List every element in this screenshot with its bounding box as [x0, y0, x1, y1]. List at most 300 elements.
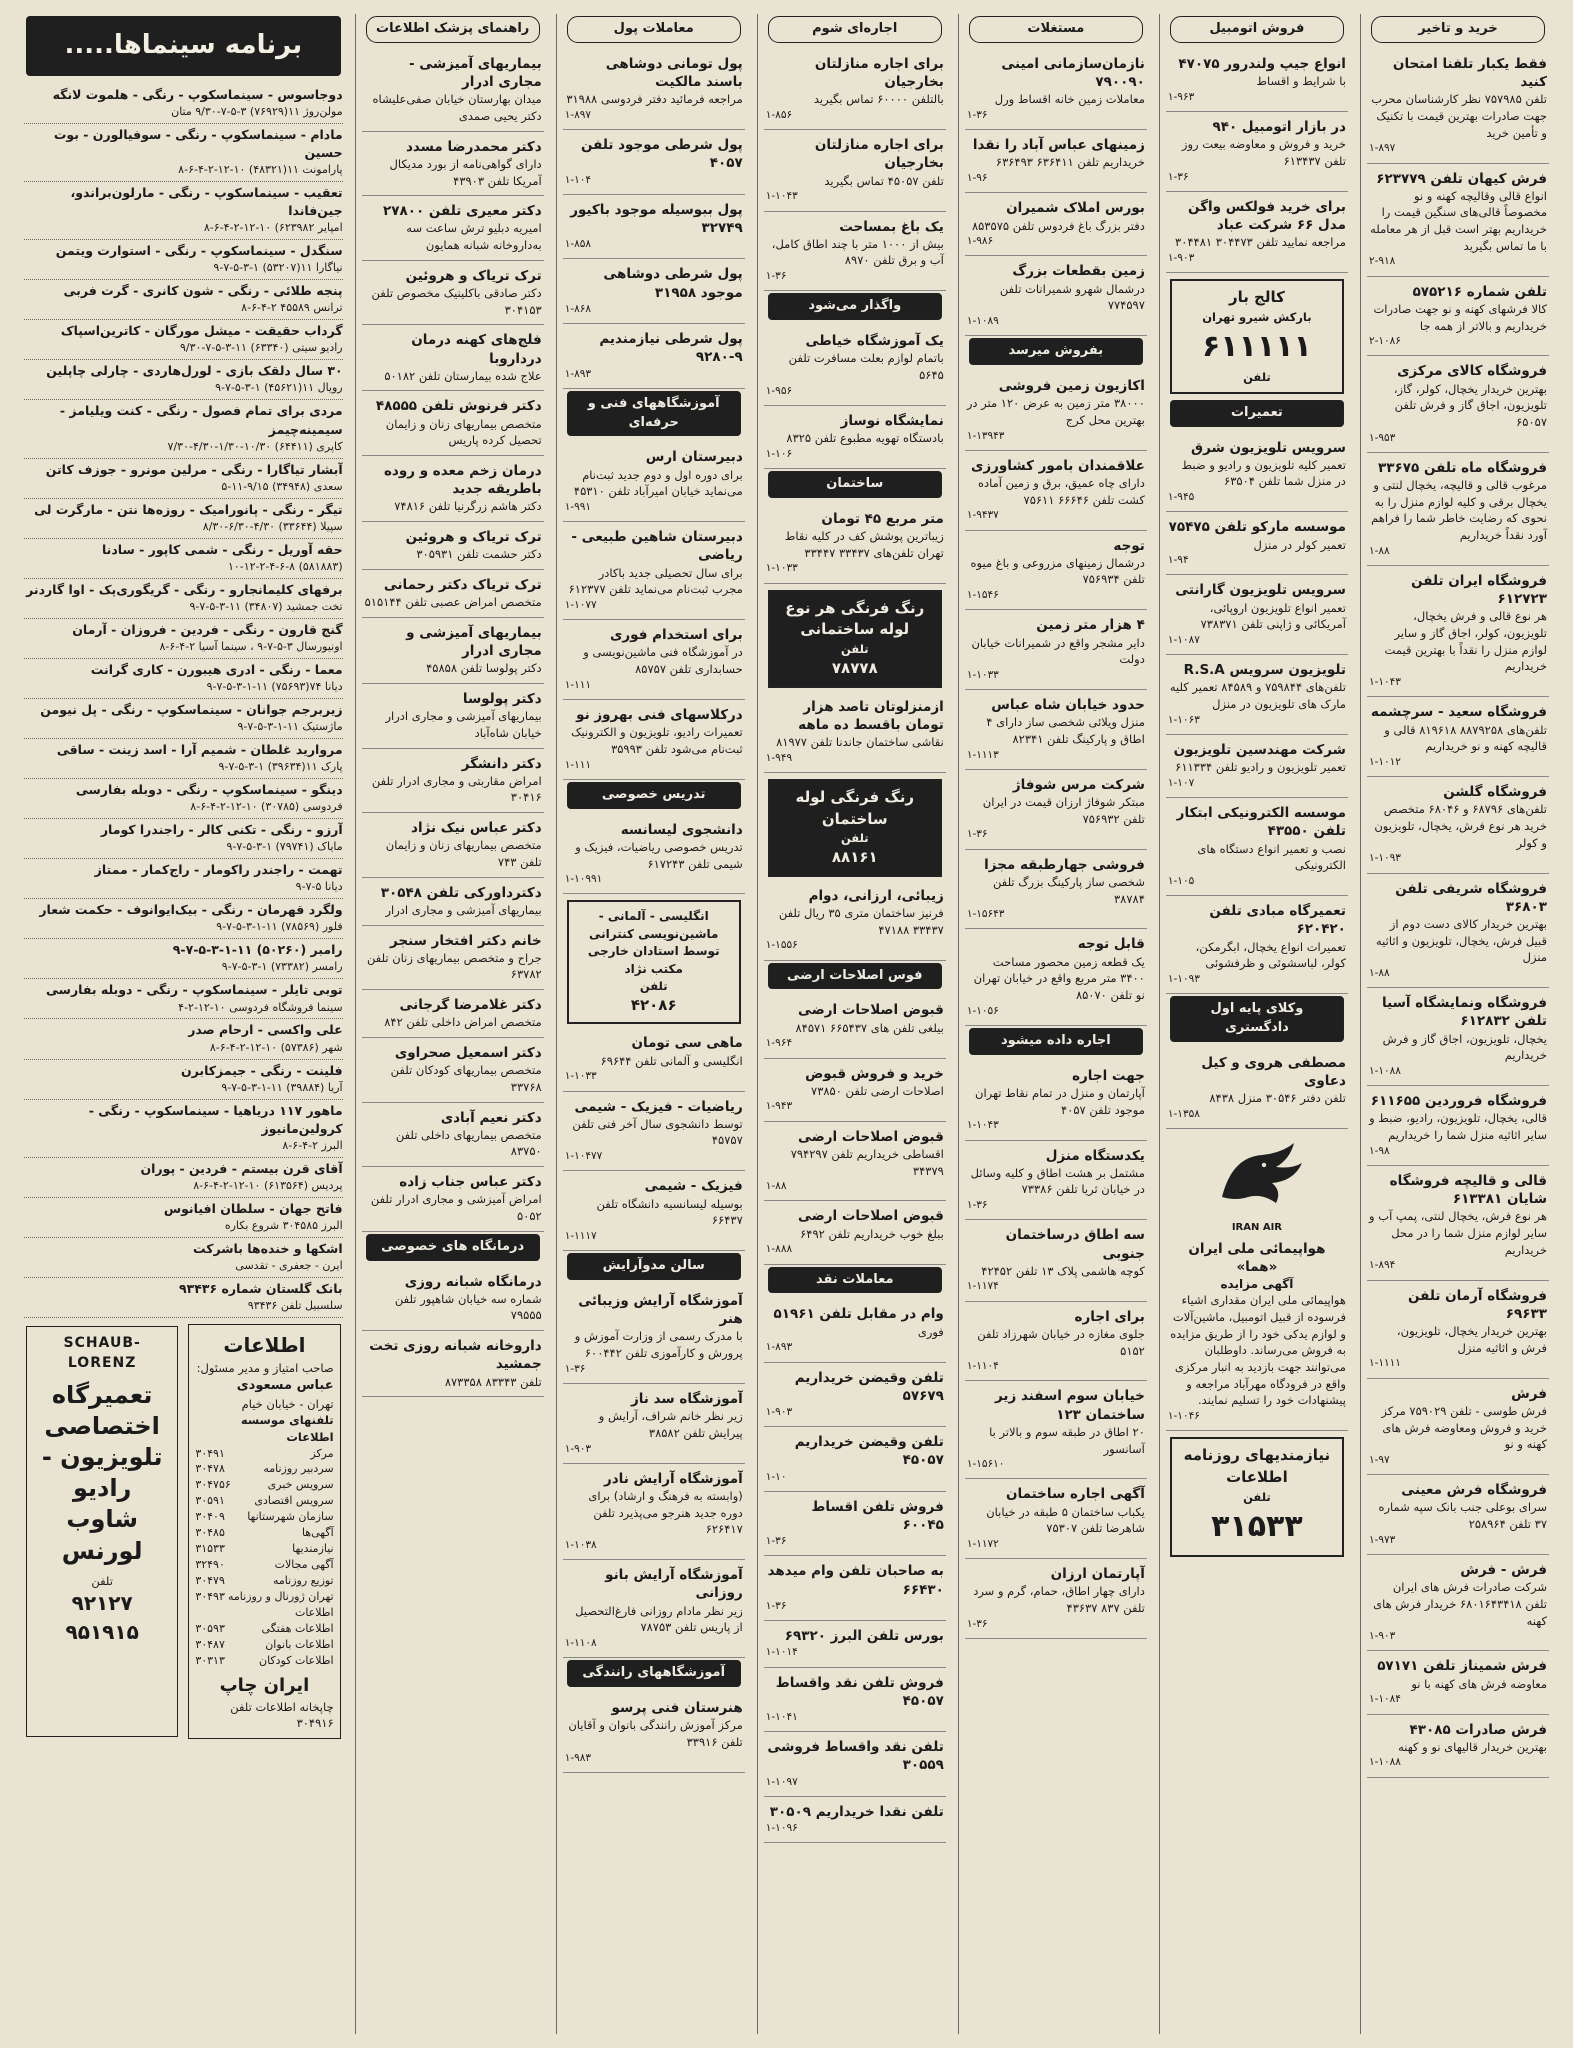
film-listing	[24, 360, 343, 400]
film-title: فلینت - رنگی - جیمزکابرن	[180, 1062, 343, 1078]
ads-list	[1166, 435, 1348, 995]
ad-code: ۱-۹۹۱	[564, 501, 592, 514]
ad-code: ۱-۳۶	[765, 1535, 787, 1548]
ads-list	[563, 1030, 745, 1251]
film-listing	[24, 979, 343, 1019]
film-title: تعقیب - سینماسکوپ - رنگی - مارلون‌براندو، جین‌فاندا	[70, 184, 343, 219]
ad-body: تلفن ۸۳۳۴۳ ۸۷۳۳۵۸	[444, 1374, 542, 1389]
ad-title: درمانگاه شبانه روزی	[404, 1273, 542, 1290]
ad-code: ۱-۱۳۹۴۳	[966, 429, 1005, 442]
section-header-building: ساختمان	[768, 471, 942, 498]
ad-code: ۱-۱۰۸۷	[1167, 633, 1200, 646]
iran-air-auction-ad	[1166, 1236, 1348, 1432]
ad-title: اکازیون زمین فروشی	[998, 378, 1145, 395]
ad-code: ۱-۹۶	[966, 172, 988, 185]
ad-body: متخصص امراض عصبی تلفن ۵۱۵۱۴۴	[364, 595, 542, 610]
section-header-car-sales: فروش اتومبیل	[1170, 16, 1344, 43]
homa-bird-icon	[1202, 1137, 1312, 1217]
ad-body: دکتر حشمت تلفن ۳۰۵۹۳۱	[416, 547, 542, 562]
classified-ad	[1367, 279, 1549, 357]
classified-ad	[1166, 1050, 1348, 1129]
classified-ad	[764, 694, 946, 773]
ad-body: کالا فرشهای کهنه و نو جهت صادرات خریداریم و بالاتر از همه جا	[1373, 301, 1547, 333]
classified-ad	[1367, 779, 1549, 873]
ad-title: دانشجوی لیسانسه	[620, 821, 743, 838]
ad-body: یک قطعه زمین محصور مساحت ۳۴۰۰ متر مربع واقع در خیابان تهران نو تلفن ۸۵۰۷۰	[973, 954, 1145, 1003]
film-listing	[24, 240, 343, 280]
ad-title: دکتر معیری تلفن ۲۷۸۰۰	[382, 203, 542, 220]
classified-ad	[965, 772, 1147, 850]
ads-list	[764, 328, 946, 469]
ads-list	[362, 1269, 544, 1398]
ad-title: فروشگاه ماه تلفن ۳۳۶۷۵	[1378, 459, 1547, 476]
ad-title: ۴ هزار متر زمین	[1036, 617, 1145, 634]
film-showtimes: کاپری (۶۴۴۱۱) ۱۰/۳۰-۱/۳۰-۴/۳۰-۷/۳۰	[167, 439, 343, 453]
column-money-education	[556, 14, 751, 2034]
classified-ad	[362, 686, 544, 749]
ad-code: ۱-۸۹۷	[1368, 142, 1396, 155]
ad-title: ترک تریاک و هروئین	[405, 529, 542, 546]
masthead-phone-row	[195, 1653, 333, 1669]
classified-ad	[1367, 568, 1549, 697]
ad-title: فروش تلفن نقد واقساط ۴۵۰۵۷	[775, 1674, 944, 1709]
masthead-phone-row	[195, 1557, 333, 1573]
column-doctors	[355, 14, 550, 2034]
ad-body: دایر مشجر واقع در شمیرانات خیابان دولت	[971, 635, 1145, 667]
film-listing	[24, 182, 343, 240]
ad-body: تلفن ۴۵۰۵۷ تماس بگیرید	[824, 173, 944, 188]
ad-code: ۱-۱۰۴۳	[966, 1119, 999, 1132]
classified-ad	[1367, 455, 1549, 566]
ad-title: سرویس تلویزیون شرق	[1191, 439, 1346, 456]
ad-code: ۱-۱۱۱	[564, 678, 592, 691]
film-title: دوجاسوس - سینماسکوپ - رنگی - هلموت لانگه	[52, 86, 343, 102]
ad-title: فروشگاه فروردین ۶۱۱۶۵۵	[1370, 1093, 1547, 1110]
box-phone: ۳۱۵۳۳	[1211, 1509, 1303, 1545]
ad-body: شرکت صادرات فرش های ایران تلفن ۶۸۰۱۶۴۳۴۱۸ خریدار فرش های کهنه	[1373, 1580, 1547, 1628]
ad-code: ۱-۸۹۷	[564, 108, 592, 121]
masthead-phone-row	[195, 1509, 333, 1525]
ad-body: دکتر پولوسا تلفن ۴۵۸۵۸	[426, 661, 542, 676]
film-list	[24, 84, 343, 1318]
ads-list	[965, 51, 1147, 336]
ad-body: مراجعه نمایید تلفن ۳۰۴۴۷۳ ۳۰۴۴۸۱	[1175, 235, 1346, 250]
ad-body: تعمیرات انواع یخچال، ابگرمکن، کولر، لباسشوئی و ظرفشوئی	[1195, 939, 1346, 971]
film-title: برفهای کلیمانجارو - رنگی - گریگوری‌پک - اوا گاردنر	[26, 581, 343, 597]
ad-body: فرش طوسی - تلفن ۷۵۹۰۲۹ مرکز خرید و فروش ومعاوضه فرش های کهنه و نو	[1381, 1403, 1547, 1452]
ad-body: تلفن ۷۵۷۹۸۵ نظر کارشناسان محرب جهت صادرات بهترین قیمت با تکنیک و تأمین خرید	[1371, 92, 1547, 140]
film-title: گرداب حقیقت - میشل مورگان - کاترین‌اسپاک	[60, 323, 343, 339]
ad-code: ۱-۹۰۳	[564, 1442, 592, 1455]
ad-code: ۱-۹۴۹	[765, 751, 793, 764]
ad-body: هر نوع قالی و فرش یخچال، تلویزیون، کولر، اجاق گاز و سایر لوازم منزل را نقداً با بهترین قیمت خریداریم	[1384, 609, 1547, 674]
classified-ad	[1367, 1088, 1549, 1166]
ad-title: به صاحبان تلفن وام میدهد ۶۶۴۳۰	[767, 1563, 944, 1598]
ad-code: ۱-۹۶۳	[1167, 90, 1195, 103]
schaub-lorenz-ad	[26, 1326, 178, 1737]
film-listing	[24, 1019, 343, 1059]
ad-title: یک آموزشگاه خیاطی	[805, 333, 944, 350]
film-showtimes: دیانا ۵-۷-۹	[295, 880, 343, 894]
ad-body: بیش از ۱۰۰۰ متر با چند اطاق کامل، آب و برق تلفن ۸۹۷۰	[771, 236, 944, 268]
ad-title: متر مربع ۴۵ تومان	[821, 510, 944, 527]
section-header-beauty-salons: سالن مدوآرایش	[567, 1253, 741, 1280]
film-title: توبی تایلر - سینماسکوپ - رنگی - دوبله بفارسی	[46, 982, 343, 998]
film-showtimes: سپیلا (۳۳۶۴۴) ۴/۳۰-۶/۳۰-۸/۳۰	[202, 519, 343, 533]
ad-title: فیزیک - شیمی	[644, 1178, 743, 1195]
classified-ad	[362, 620, 544, 684]
section-header-technical-schools: آموزشگاههای فنی و حرفه‌ای	[567, 391, 741, 437]
ad-body: برای دوره اول و دوم جدید ثبت‌نام می‌نماید خیابان امیرآباد تلفن ۴۵۳۱۰	[573, 467, 743, 499]
ad-title: بیماریهای آمیزشی - مجاری ادرار	[408, 55, 542, 91]
film-title: پنجه طلائی - رنگی - شون کانری - گرت فربی	[63, 283, 343, 299]
ad-body: توسط دانشجوی سال آخر فنی تلفن ۴۵۷۵۷	[572, 1116, 743, 1148]
film-showtimes: البرز ۲-۴-۶-۸	[282, 1138, 343, 1152]
section-header-cash-deals: معاملات نقد	[768, 1267, 942, 1294]
department-phone: ۳۰۴۷۹	[195, 1574, 225, 1588]
film-showtimes: پارامونت ۱۱(۴۸۳۲۱) ۱۰-۱۲-۲-۴-۶-۸	[178, 163, 343, 176]
ad-body: با مدرک رسمی از وزارت آموزش و پرورش و کارآموزی تلفن ۶۰۰۴۴۲	[574, 1329, 743, 1361]
box-label: رنگ فرنگی لوله ساختمان	[795, 787, 915, 828]
ad-title: فلج‌های کهنه درمان درداروبا	[411, 332, 542, 367]
classified-ad	[1367, 1283, 1549, 1379]
ad-body: زیر نظر مادام روزانی فارغ‌التحصیل از پاریس تلفن ۷۸۷۵۳	[575, 1603, 743, 1635]
ad-code: ۱-۹۰۳	[1368, 1630, 1396, 1643]
ad-body: نصب و تعمیر انواع دستگاه های الکترونیکی	[1197, 841, 1346, 873]
ad-body: زیر نظر خانم شراف، آرایش و پیرایش تلفن ۳۸۵۸۲	[598, 1409, 743, 1440]
owner-name: عباس مسعودی	[236, 1377, 334, 1393]
ad-title: برای اجاره منازلتان بخارجیان	[814, 137, 944, 172]
ad-body: علاج شده بیمارستان تلفن ۵۰۱۸۲	[384, 368, 542, 383]
ad-title: فرش شمیناز تلفن ۵۷۱۷۱	[1377, 1658, 1547, 1675]
classified-ad	[965, 1304, 1147, 1382]
department-name: تهران ژورنال و روزنامه اطلاعات	[228, 1589, 334, 1619]
section-header-real-estate: مستغلات	[969, 16, 1143, 43]
ad-code: ۱-۳۶	[966, 828, 988, 841]
ad-body: معاملات زمین خانه اقساط ورل	[994, 92, 1145, 107]
ad-title: برای اجاره	[1074, 1308, 1145, 1325]
ad-title: زمین بقطعات بزرگ	[1012, 263, 1145, 280]
classified-ad	[563, 622, 745, 700]
classified-ad	[764, 51, 946, 130]
classified-ad	[1367, 1653, 1549, 1714]
classified-ad	[1166, 194, 1348, 273]
masthead-phone-row	[195, 1477, 333, 1493]
ad-body: خریداریم تلفن ۶۳۶۴۱۱ ۶۳۶۴۹۳	[995, 155, 1145, 170]
ad-code: ۱-۱۰۳۳	[765, 562, 798, 575]
ad-title: زمینهای عباس آباد را نقدا	[972, 137, 1145, 154]
ad-code: ۱-۱۰۹۳	[1368, 852, 1401, 865]
schaub-service: تعمیرگاه اختصاصی تلویزیون - رادیو شاوب لورنس	[41, 1380, 163, 1565]
classified-ad	[764, 1061, 946, 1122]
classifieds-phone-box	[1170, 1437, 1344, 1557]
section-header-lawyers: وکلای پایه اول دادگستری	[1170, 996, 1344, 1042]
masthead-phone-row	[195, 1461, 333, 1477]
ad-title: ترک تریاک و هروئین	[405, 267, 542, 284]
ad-code: ۱-۱۰۱۴	[765, 1646, 798, 1659]
classified-ad	[563, 326, 745, 389]
film-listing	[24, 619, 343, 659]
ad-title: دکتر عباس جناب زاده	[399, 1174, 542, 1191]
film-listing	[24, 1158, 343, 1198]
ad-code: ۲-۹۱۸	[1368, 255, 1396, 268]
ad-code: ۱-۱۰۴۳	[1368, 676, 1401, 689]
ad-body: کوچه هاشمی پلاک ۱۳ تلفن ۴۲۴۵۲	[981, 1263, 1145, 1278]
ad-title: آموزشگاه سد ناز	[630, 1390, 743, 1407]
ad-code: ۱-۸۶۸	[564, 302, 592, 315]
ad-title: آموزشگاه آرایش بانو روزانی	[605, 1567, 743, 1602]
ad-body: انگلیسی و آلمانی تلفن ۶۹۶۴۴	[600, 1053, 743, 1068]
classified-ad	[764, 1623, 946, 1667]
ad-title: دکتر دانشگر	[461, 755, 542, 772]
ad-title: تلفن شماره ۵۷۵۲۱۶	[1412, 283, 1547, 300]
ad-body: تلفن‌های ۷۵۹۸۴۴ و ۸۴۵۸۹ تعمیر کلیه مارک های تلویزیون در منزل	[1169, 680, 1346, 712]
classified-ad	[563, 1030, 745, 1091]
film-showtimes: سینما فروشگاه فردوسی ۱۰-۱۲-۲-۴	[178, 1000, 343, 1014]
classified-ad	[1166, 800, 1348, 896]
ad-code: ۱-۱۰۵	[1167, 874, 1195, 887]
ad-body: باتمام لوازم بعلت مسافرت تلفن ۵۶۴۵	[788, 351, 944, 383]
ad-title: فروشگاه آرمان تلفن ۶۹۶۳۳	[1408, 1287, 1547, 1322]
address: تهران - خیابان خیام	[241, 1396, 334, 1411]
college-bar-ad-box	[1170, 279, 1344, 394]
box-phone-label: تلفن	[1243, 369, 1271, 384]
film-showtimes: (۵۸۱۸۸۳) ۱۰-۱۲-۲-۴-۶-۸	[227, 559, 343, 573]
film-showtimes: شهر (۵۷۳۸۶) ۱۰-۱۲-۲-۴-۶-۸	[209, 1040, 343, 1054]
ad-code: ۱-۱۰۴۶	[1167, 1409, 1200, 1422]
classified-ad	[563, 444, 745, 522]
ad-code: ۱-۹۷	[1368, 1453, 1390, 1466]
film-listing	[24, 539, 343, 579]
schaub-phone-label: تلفن	[91, 1573, 113, 1588]
ad-code: ۱-۸۵۶	[765, 108, 793, 121]
ad-body: بیماریهای آمیزشی و مجاری ادرار خیابان شاه‌آباد	[385, 709, 542, 740]
classified-ad	[965, 258, 1147, 336]
ad-body: دکتر صادقی باکلینیک مخصوص تلفن ۳۰۴۱۵۳	[371, 285, 542, 317]
classified-ad	[563, 1695, 745, 1773]
box-label: کالج بار	[1228, 288, 1285, 307]
film-showtimes: ایرن - جعفری - تقدسی	[235, 1259, 343, 1272]
classified-ad	[1166, 898, 1348, 994]
section-header-money: معاملات پول	[567, 16, 741, 43]
ad-code: ۱-۱۱۰۴	[966, 1360, 999, 1373]
ad-code: ۱-۹۴۳۷	[966, 509, 999, 522]
ad-body: جلوی مغازه در خیابان شهرزاد تلفن ۵۱۵۲	[977, 1326, 1145, 1358]
classified-ad	[764, 1734, 946, 1797]
classified-ad	[764, 506, 946, 584]
film-title: علی واکسی - ارحام صدر	[188, 1022, 343, 1038]
classified-ad	[362, 880, 544, 926]
ad-code: ۱-۱۱۷۴	[966, 1280, 999, 1293]
ad-body: بادستگاه تهویه مطبوع تلفن ۸۳۲۵	[786, 431, 944, 446]
ad-title: پول شرطی نیازمندیم ۹-۹۲۸۰	[599, 331, 743, 366]
ad-title: هنرستان فنی پرسو	[611, 1700, 743, 1717]
ad-title: آموزشگاه آرایش وزیبائی هنر	[578, 1292, 743, 1328]
section-header-for-rent: اجاره داده میشود	[969, 1028, 1143, 1055]
paint-ad-box	[768, 590, 942, 688]
classified-ad	[362, 751, 544, 814]
ad-code: ۱-۳۶	[1167, 170, 1189, 183]
ad-code: ۱-۹۴۵	[1167, 491, 1195, 504]
film-title: آبشار تیاگارا - رنگی - مرلین مونرو - جوزف کاتن	[45, 461, 343, 477]
ad-body: درشمال زمینهای مزروعی و باغ میوه تلفن ۷۵۶۹۳۴	[970, 555, 1145, 587]
ad-code: ۱-۹۴۳	[765, 1100, 793, 1113]
ads-list	[563, 817, 745, 895]
box-phone: ۴۲۰۸۶	[630, 995, 677, 1014]
ad-code: ۱-۱۰۶	[765, 447, 793, 460]
ad-title: آگهی اجاره ساختمان	[1006, 1486, 1145, 1503]
ad-title: آپارتمان ارزان	[1050, 1566, 1145, 1583]
ads-list	[764, 51, 946, 291]
department-name: سازمان شهرستانها	[247, 1510, 334, 1524]
film-listing	[24, 499, 343, 539]
box-label: نیازمندیهای روزنامه اطلاعات	[1183, 1446, 1331, 1486]
department-name: سردبیر روزنامه	[263, 1462, 334, 1476]
classified-ad	[764, 1494, 946, 1557]
ad-code: ۱-۱۰۸۸	[1368, 1756, 1401, 1769]
film-title: آرزو - رنگی - تکنی کالر - راجندرا کومار	[100, 822, 343, 838]
film-title: ۳۰ سال دلقک بازی - لورل‌هاردی - چارلی چاپلین	[46, 363, 343, 379]
film-listing	[24, 699, 343, 739]
ad-code: ۱-۱۳۵۸	[1167, 1107, 1200, 1120]
ad-title: درمان زخم معده و روده باطریقه جدید	[383, 462, 542, 498]
ad-body: قالی، یخچال، تلویزیون، رادیو، ضبط و سایر اثاثیه منزل شما را خریداریم	[1369, 1111, 1547, 1143]
box-phone-label: تلفن	[639, 979, 668, 994]
classified-ad	[965, 931, 1147, 1025]
ad-title: قالی و قالیچه فروشگاه شایان ۶۱۳۳۸۱	[1389, 1173, 1547, 1208]
ad-code: ۱-۱۱۷۲	[966, 1538, 999, 1551]
film-showtimes: ترانس ۴۵۵۸۹ ۲-۴-۶-۸	[241, 301, 343, 315]
classified-ad	[965, 1481, 1147, 1559]
ad-body: مراجعه فرمائید دفتر فردوسی ۳۱۹۸۸	[566, 92, 743, 107]
ad-body: یکباب ساختمان ۵ طبقه در خیابان شاهرضا تلفن ۷۵۳۰۷	[986, 1504, 1145, 1536]
ad-body: فرنیز ساختمان متری ۳۵ ریال تلفن ۳۳۴۳۷ ۴۷۱۸۸	[778, 906, 944, 937]
department-name: اطلاعات کودکان	[258, 1653, 334, 1667]
ad-body: بوسیله لیسانسیه دانشگاه تلفن ۶۶۴۳۷	[596, 1196, 743, 1228]
classified-ad	[1166, 737, 1348, 798]
section-header-purchase: خرید و تاخیر	[1371, 16, 1545, 43]
ad-body: دفتر بزرگ باغ فردوس تلفن ۸۵۳۵۷۵	[972, 218, 1145, 233]
ad-body: دارای گواهی‌نامه از بورد مدیکال آمریکا تلفن ۴۳۹۰۳	[389, 156, 542, 188]
ad-body: میدان بهارستان خیابان صفی‌علیشاه دکتر یحیی صمدی	[372, 92, 542, 123]
schaub-phone-2: ۹۵۱۹۱۵	[65, 1620, 139, 1645]
ad-body: تعمیرات رادیو، تلویزیون و الکترونیک ثبت‌نام می‌شود تلفن ۳۵۹۹۳	[571, 725, 743, 756]
box-sub: بارکش شیرو تهران	[1202, 309, 1312, 324]
classified-ad	[1367, 1557, 1549, 1651]
classified-ad	[764, 883, 946, 961]
department-name: اطلاعات بانوان	[265, 1637, 334, 1651]
ad-title: دکتر محمدرضا مسدد	[405, 138, 542, 155]
classified-ad	[764, 1124, 946, 1202]
ad-body: فوری	[917, 1324, 944, 1339]
ad-body: تلفن‌های ۶۸۷۹۶ و ۶۸۰۴۶ متخصص خرید هر نوع فرش، یخچال، تلویزیون و کولر	[1374, 802, 1547, 850]
film-title: سنگدل - سینماسکوپ - رنگی - استوارت ویتمن	[55, 243, 343, 259]
ad-title: فروشگاه ایران تلفن ۶۱۲۷۲۳	[1411, 573, 1547, 608]
ads-list	[764, 1301, 946, 1843]
ad-code: ۱-۹۸	[1368, 1144, 1390, 1157]
film-listing	[24, 320, 343, 360]
classified-ad	[965, 51, 1147, 130]
schaub-brand: SCHAUB-LORENZ	[63, 1335, 141, 1372]
printer-name: ایران چاپ	[219, 1674, 310, 1696]
film-listing	[24, 859, 343, 899]
classified-ad	[1367, 166, 1549, 277]
film-title: بانک گلستان شماره ۹۳۴۳۶	[179, 1280, 343, 1296]
ad-title: برای اجاره منازلتان بخارجیان	[814, 55, 944, 91]
ad-code: ۱-۹۸۶	[966, 235, 994, 248]
classified-ad	[764, 1365, 946, 1428]
ads-list	[1166, 1050, 1348, 1129]
film-showtimes: پارک ۱۱(۳۹۶۳۴) ۱-۳-۵-۷-۹	[218, 760, 343, 774]
classified-ad	[764, 214, 946, 292]
masthead-phone-rows	[195, 1446, 333, 1669]
film-showtimes: فلور (۷۸۵۶۹) ۱۱-۱-۳-۵-۷-۹	[216, 920, 343, 934]
ad-body: امیریه دبلیو ترش ساعت سه به‌داروخانه شبانه همایون	[406, 221, 542, 253]
ad-code: ۱-۱۰۷۷	[564, 599, 597, 612]
section-header-rentals: اجاره‌ای شوم	[768, 16, 942, 43]
ad-body: تعمیر کلیه تلویزیون و رادیو و ضبط در منزل شما تلفن ۶۳۵۰۴	[1181, 457, 1346, 489]
ad-title: فرش کیهان تلفن ۶۲۳۷۷۹	[1376, 170, 1547, 187]
classified-ad	[764, 1799, 946, 1843]
classified-ad	[563, 1094, 745, 1172]
film-showtimes: رویال ۱۱(۴۵۶۲۱) ۱-۳-۵-۷-۹	[215, 381, 343, 395]
ad-title: خیابان سوم اسفند زیر ساختمان ۱۲۳	[995, 1388, 1145, 1423]
department-name: مرکز	[310, 1446, 334, 1460]
classified-ad	[965, 533, 1147, 611]
ad-code: ۱-۱۵۶۴۳	[966, 908, 1005, 921]
ad-title: فروشگاه فرش معینی	[1401, 1482, 1547, 1499]
classified-ad	[1166, 435, 1348, 513]
ad-body: معاوضه فرش های کهنه با نو	[1411, 1676, 1547, 1691]
ad-title: در بازار اتومبیل ۹۴۰	[1212, 118, 1346, 135]
masthead-phone-row	[195, 1637, 333, 1653]
department-name: سرویس خبری	[267, 1478, 334, 1492]
ad-body: متخصص بیماریهای زنان و زایمان تحصیل کرده پاریس	[385, 416, 542, 448]
classified-ad	[965, 612, 1147, 690]
ad-body: بیماریهای آمیزشی و مجاری ادرار	[385, 902, 542, 917]
ad-title: هواپیمائی ملی ایران «هما»	[1188, 1240, 1326, 1275]
ad-body: اصلاحات ارضی تلفن ۷۳۸۵۰	[811, 1083, 944, 1098]
ads-list	[965, 1063, 1147, 1639]
ads-list	[362, 51, 544, 1232]
ad-code: ۲-۱۰۸۶	[1368, 335, 1401, 348]
film-listing	[24, 1198, 343, 1238]
film-listing	[24, 1060, 343, 1100]
ad-body: بیلغی تلفن های ۶۶۵۴۳۷ ۸۴۵۷۱	[795, 1020, 944, 1035]
classified-ad	[563, 261, 745, 324]
ad-code: ۱-۱۵۴۶	[966, 589, 999, 602]
ad-title: خرید و فروش قبوض	[805, 1065, 944, 1082]
printer-phone: تلفن ۳۰۴۹۱۶	[230, 1699, 334, 1731]
ad-title: سه اطاق درساختمان جنوبی	[1005, 1227, 1145, 1262]
ad-code: ۱-۹۰۳	[1167, 251, 1195, 264]
classified-ad	[965, 692, 1147, 770]
ad-body: شخصی ساز پارکینگ بزرگ تلفن ۳۸۷۸۴	[993, 874, 1145, 906]
ad-body: اقساطی خریداریم تلفن ۷۹۴۲۹۷ ۳۴۳۷۹	[790, 1146, 944, 1178]
department-phone: ۳۰۴۹۱	[195, 1446, 225, 1460]
classified-ad	[1367, 1477, 1549, 1555]
film-listing	[24, 280, 343, 320]
ad-body: مشتمل بر هشت اطاق و کلیه وسائل در خیابان ثریا تلفن ۷۳۳۸۶	[970, 1165, 1145, 1197]
ad-code: ۱-۱۰۴۳	[765, 190, 798, 203]
ad-code: ۱-۱۰۶۳	[1167, 713, 1200, 726]
department-phone: ۳۰۴۸۵	[195, 1526, 225, 1540]
column-cars-repairs	[1159, 14, 1354, 2034]
classified-ad	[362, 458, 544, 522]
classified-ad	[563, 1173, 745, 1251]
ad-body: متخصص امراض داخلی تلفن ۸۴۲	[384, 1015, 542, 1030]
section-header-for-sale: بفروش میرسد	[969, 338, 1143, 365]
